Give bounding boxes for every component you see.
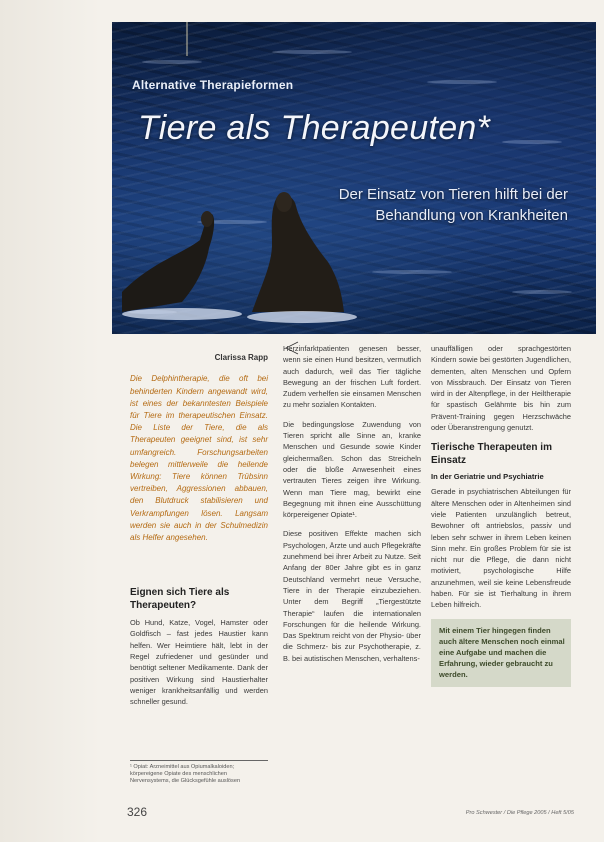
highlight-box: Mit einem Tier hingegen finden auch ältere Menschen noch einmal eine Aufgabe und machen die Erfahrung, wieder gebraucht zu werden. (431, 619, 571, 687)
column-3-intro: unauffälligen oder sprachgestörten Kindern sowie bei gestörten Jugendlichen, dementen, alten Menschen und Opfern von Missbrauch. Der Einsatz von Tieren wird in der Altenpflege, in der Heiltherapie für spastisch Gelähmte bis hin zum Prävent-Training gegen Herzschwäche oder Überanstrengung genutzt. (431, 344, 571, 433)
column-2-paragraph: Herzinfarktpatienten genesen besser, wenn sie einen Hund besitzen, vermutlich auch dadurch, weil das Tier tägliche Bewegung an der frischen Luft fordert. Zudem verhelfen sie einsamen Menschen zu mehr sozialen Kontakten. (283, 344, 421, 410)
article-subtitle: Der Einsatz von Tieren hilft bei der Behandlung von Krankheiten (338, 186, 568, 224)
section-heading-1: Eignen sich Tiere als Therapeuten? (130, 587, 230, 612)
author-name: Clarissa Rapp (214, 353, 268, 362)
column-1 (130, 352, 268, 716)
section-heading-2: Tierische Therapeuten im Einsatz (431, 442, 552, 467)
column-3 (431, 343, 571, 687)
subsection-heading: In der Geriatrie und Psychiatrie (431, 472, 544, 482)
section-1-text: Ob Hund, Katze, Vogel, Hamster oder Goldfisch – fast jedes Haustier kann helfen. Wer Heimtiere hält, lebt in der Regel zufriedener und gesünder und benötigt seltener Medikamente. Dank der positiven Wirkung sind Haustierhalter weniger krankheitsanfällig und werden schneller gesund. (130, 618, 268, 707)
page-gutter (0, 0, 100, 842)
sea-lions-illustration (112, 22, 596, 334)
running-footer: Pro Schwester / Die Pflege 2005 / Heft 5/05 (465, 810, 574, 816)
lead-paragraph: Die Delphintherapie, die oft bei behinderten Kindern angewandt wird, ist eines der bekanntesten Beispiele für Tiere im therapeutischen Einsatz. Die Liste der Tiere, die als Therapeuten geeignet sind, ist sehr umfangreich. Forschungsarbeiten belegen mittlerweile die heilende Wirkung: Tiere können Trübsinn vertreiben, Aggressionen abbauen, den Blutdruck stabilisieren und Verkrampfungen lösen. Langsam werden sie auch in der Schulmedizin als Helfer angesehen. (130, 374, 268, 542)
column-2-paragraph: Diese positiven Effekte machen sich Psychologen, Ärzte und auch Pflegekräfte zunehmend bei ihrer Arbeit zu Nutze. Seit Anfang der 80er Jahre gibt es in ganz Deutschland vermehrt neue Versuche, Tiere in der Therapie einzubeziehen. Unter dem Begriff „Tiergestützte Therapie“ laufen die internationalen Forschungen für die heilende Wirkung. Das Spektrum reicht von der Physio- über die Schmerz- bis zur Psychotherapie, z. B. bei autistischen Menschen, verhaltens- (283, 529, 421, 663)
footnote: ¹ Opiat: Arzneimittel aus Opiumalkaloiden; körpereigene Opiate des menschlichen Nervensystems, die Glücksgefühle auslösen (130, 760, 268, 785)
article-title: Tiere als Therapeuten* (138, 109, 491, 147)
page-number: 326 (127, 805, 148, 819)
section-kicker: Alternative Therapieformen (132, 78, 294, 92)
section-2-text: Gerade in psychiatrischen Abteilungen für ältere Menschen oder in Altenheimen sind viele Patienten unzulänglich betreut, Bewohner oft antriebslos, passiv und leben sehr schwer in ihrem Leben keinen Sinn mehr. Ein großes Problem für sie ist nicht nur die Pflege, die dann nicht motiviert, psychologische Hilfe anzunehmen, weil sie keine Lebensfreude haben. Für sie ist Tierhaltung in ihrem Leben hilfreich. (431, 487, 571, 610)
column-2-paragraph: Die bedingungslose Zuwendung von Tieren spricht alle Sinne an, kranke Menschen und Gesunde sowie Kinder gleichermaßen. Schon das Streicheln oder die bloße Anwesenheit eines vertrauten Tieres zeigen ihre Wirkung. Wenn man Tiere mag, bewirkt eine Begegnung mit ihnen eine Ausschüttung körpereigener Opiate¹. (283, 419, 421, 520)
column-2 (283, 343, 421, 672)
hero-photo (112, 22, 596, 334)
